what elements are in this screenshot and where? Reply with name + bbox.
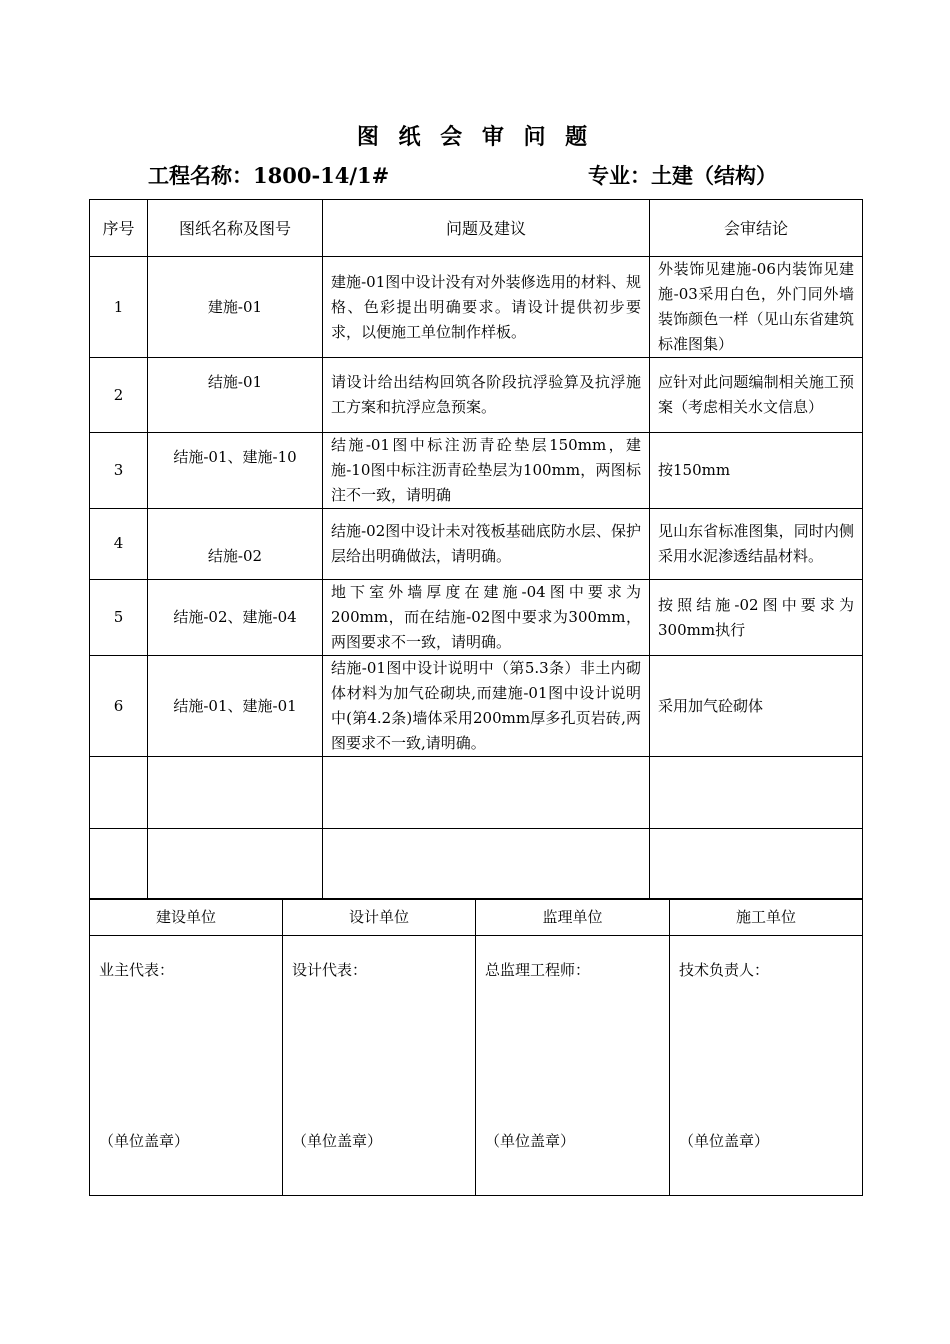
row-drawing: 结施-02	[148, 509, 323, 580]
table-row	[90, 656, 863, 757]
signoff-table	[89, 898, 863, 1196]
design-rep-label: 设计代表：	[292, 961, 368, 979]
row-no: 4	[90, 509, 148, 580]
seal-label: （单位盖章）	[292, 1132, 383, 1150]
table-row	[90, 509, 863, 580]
unit-supervision: 监理单位	[476, 899, 670, 936]
row-conclusion: 应针对此问题编制相关施工预案（考虑相关水文信息）	[650, 358, 863, 433]
seal-label: （单位盖章）	[485, 1132, 576, 1150]
table-row	[90, 433, 863, 509]
signoff-cell	[476, 936, 670, 1196]
row-no: 2	[90, 358, 148, 433]
row-no: 1	[90, 257, 148, 358]
row-issue: 结施-02图中设计未对筏板基础底防水层、保护层给出明确做法，请明确。	[323, 509, 650, 580]
row-conclusion: 外装饰见建施-06内装饰见建施-03采用白色，外门同外墙装饰颜色一样（见山东省建筑标准图集）	[650, 257, 863, 358]
unit-construction: 施工单位	[670, 899, 863, 936]
row-no: 3	[90, 433, 148, 509]
table-row	[90, 358, 863, 433]
row-issue: 请设计给出结构回筑各阶段抗浮验算及抗浮施工方案和抗浮应急预案。	[323, 358, 650, 433]
tech-lead-label: 技术负责人：	[679, 961, 770, 979]
row-drawing: 结施-01、建施-10	[148, 433, 323, 509]
table-row-empty	[90, 829, 863, 900]
table-row	[90, 257, 863, 358]
seal-label: （单位盖章）	[99, 1132, 190, 1150]
header-issue: 问题及建议	[323, 200, 650, 257]
unit-owner: 建设单位	[90, 899, 283, 936]
seal-label: （单位盖章）	[679, 1132, 770, 1150]
signoff-cell	[90, 936, 283, 1196]
row-conclusion: 按照结施-02图中要求为300mm执行	[650, 580, 863, 656]
row-conclusion: 采用加气砼砌体	[650, 656, 863, 757]
row-drawing: 结施-01、建施-01	[148, 656, 323, 757]
row-issue: 地下室外墙厚度在建施-04图中要求为200mm，而在结施-02图中要求为300mm，两图要求不一致，请明确。	[323, 580, 650, 656]
signoff-cell	[670, 936, 863, 1196]
header-no: 序号	[90, 200, 148, 257]
discipline: 专业：土建（结构）	[588, 163, 777, 188]
row-conclusion: 按150mm	[650, 433, 863, 509]
table-header-row	[90, 200, 863, 257]
row-conclusion: 见山东省标准图集，同时内侧采用水泥渗透结晶材料。	[650, 509, 863, 580]
row-drawing: 结施-02、建施-04	[148, 580, 323, 656]
signoff-row	[90, 936, 863, 1196]
row-issue: 结施-01图中设计说明中（第5.3条）非土内砌体材料为加气砼砌块,而建施-01图中设计说明中(第4.2条)墙体采用200mm厚多孔页岩砖,两图要求不一致,请明确。	[323, 656, 650, 757]
unit-design: 设计单位	[283, 899, 476, 936]
review-table	[89, 199, 863, 900]
row-drawing: 结施-01	[148, 358, 323, 433]
row-drawing: 建施-01	[148, 257, 323, 358]
table-row-empty	[90, 757, 863, 829]
header-drawing: 图纸名称及图号	[148, 200, 323, 257]
row-no: 5	[90, 580, 148, 656]
table-row	[90, 580, 863, 656]
owner-rep-label: 业主代表：	[99, 961, 175, 979]
page-title: 图 纸 会 审 问 题	[356, 124, 594, 150]
row-issue: 建施-01图中设计没有对外装修选用的材料、规格、色彩提出明确要求。请设计提供初步要求，以便施工单位制作样板。	[323, 257, 650, 358]
chief-supervisor-label: 总监理工程师：	[485, 961, 591, 979]
row-no: 6	[90, 656, 148, 757]
header-conclusion: 会审结论	[650, 200, 863, 257]
signoff-cell	[283, 936, 476, 1196]
signoff-header-row	[90, 899, 863, 936]
project-name: 工程名称：1800-14/1#	[148, 163, 390, 188]
row-issue: 结施-01图中标注沥青砼垫层150mm，建施-10图中标注沥青砼垫层为100mm，两图标注不一致，请明确	[323, 433, 650, 509]
